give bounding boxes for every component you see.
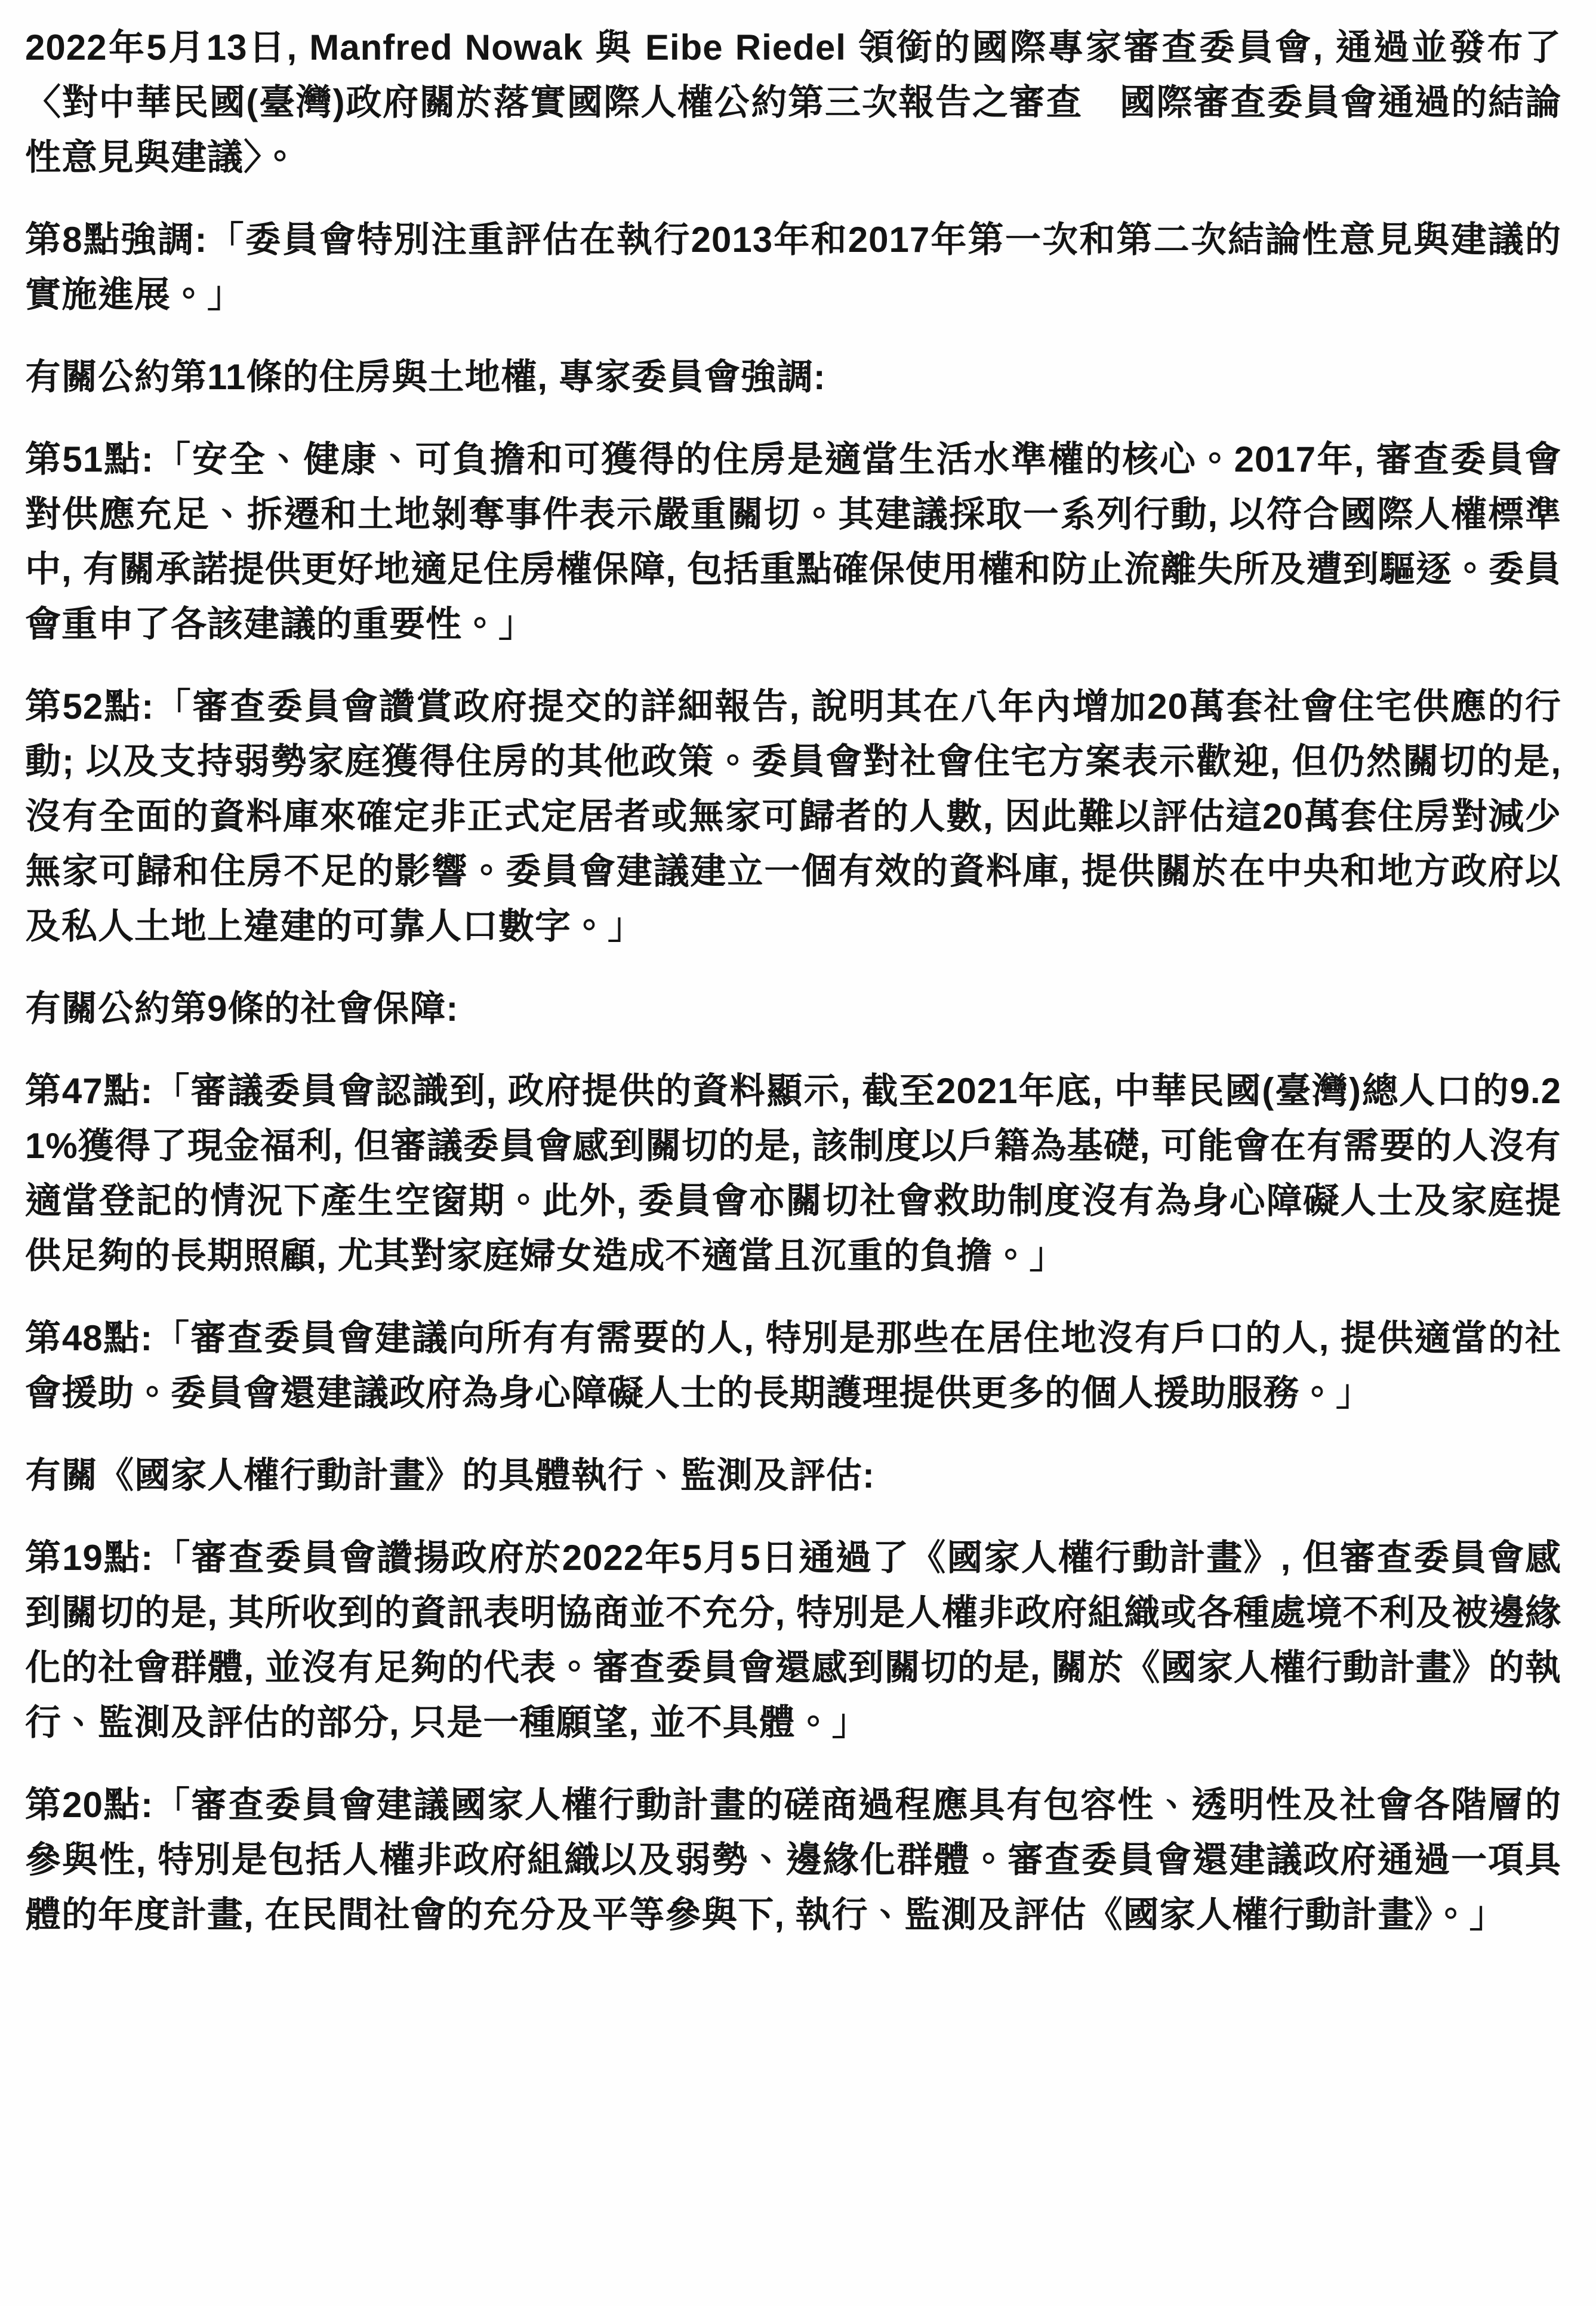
section-social-security-heading: 有關公約第9條的社會保障: [25,989,459,1029]
section-nhrap-heading: 有關《國家人權行動計畫》的具體執行、監測及評估: [25,1455,875,1495]
point-20-paragraph: 第20點:「審查委員會建議國家人權行動計畫的磋商過程應具有包容性、透明性及社會各階層的參與性, 特別是包括人權非政府組織以及弱勢、邊緣化群體。審查委員會還建議政府通過一項具體的年度計畫, 在民間社會的充分及平等參與下, 執行、監測及評估《國家人權行動計畫》。」 [25,1785,1561,1935]
point-19-paragraph: 第19點:「審查委員會讚揚政府於2022年5月5日通過了《國家人權行動計畫》, 但審查委員會感到關切的是, 其所收到的資訊表明協商並不充分, 特別是人權非政府組織或各種處境不利及被邊緣化的社會群體, 並沒有足夠的代表。審查委員會還感到關切的是, 關於《國家人權行動計畫》的執行、監測及評估的部分, 只是一種願望, 並不具體。」 [25,1538,1561,1742]
intro-paragraph: 2022年5月13日, Manfred Nowak 與 Eibe Riedel 領銜的國際專家審查委員會, 通過並發布了〈對中華民國(臺灣)政府關於落實國際人權公約第三次報告之審查 國際審查委員會通過的結論性意見與建議〉。 [25,27,1561,177]
point-51-paragraph: 第51點:「安全、健康、可負擔和可獲得的住房是適當生活水準權的核心。2017年, 審查委員會對供應充足、拆遷和土地剝奪事件表示嚴重關切。其建議採取一系列行動, 以符合國際人權標準中, 有關承諾提供更好地適足住房權保障, 包括重點確保使用權和防止流離失所及遭到驅逐。委員會重申了各該建議的重要性。」 [25,439,1561,644]
point-47-paragraph: 第47點:「審議委員會認識到, 政府提供的資料顯示, 截至2021年底, 中華民國(臺灣)總人口的9.21%獲得了現金福利, 但審議委員會感到關切的是, 該制度以戶籍為基礎, 可能會在有需要的人沒有適當登記的情況下產生空窗期。此外, 委員會亦關切社會救助制度沒有為身心障礙人士及家庭提供足夠的長期照顧, 尤其對家庭婦女造成不適當且沉重的負擔。」 [25,1071,1561,1276]
point-52-paragraph: 第52點:「審查委員會讚賞政府提交的詳細報告, 說明其在八年內增加20萬套社會住宅供應的行動; 以及支持弱勢家庭獲得住房的其他政策。委員會對社會住宅方案表示歡迎, 但仍然關切的是, 沒有全面的資料庫來確定非正式定居者或無家可歸者的人數, 因此難以評估這20萬套住房對減少無家可歸和住房不足的影響。委員會建議建立一個有效的資料庫, 提供關於在中央和地方政府以及私人土地上違建的可靠人口數字。」 [25,686,1561,946]
point-48-paragraph: 第48點:「審查委員會建議向所有有需要的人, 特別是那些在居住地沒有戶口的人, 提供適當的社會援助。委員會還建議政府為身心障礙人士的長期護理提供更多的個人援助服務。」 [25,1318,1561,1413]
section-housing-land-heading: 有關公約第11條的住房與土地權, 專家委員會強調: [25,357,826,397]
point-8-paragraph: 第8點強調:「委員會特別注重評估在執行2013年和2017年第一次和第二次結論性意見與建議的實施進展。」 [25,220,1561,315]
